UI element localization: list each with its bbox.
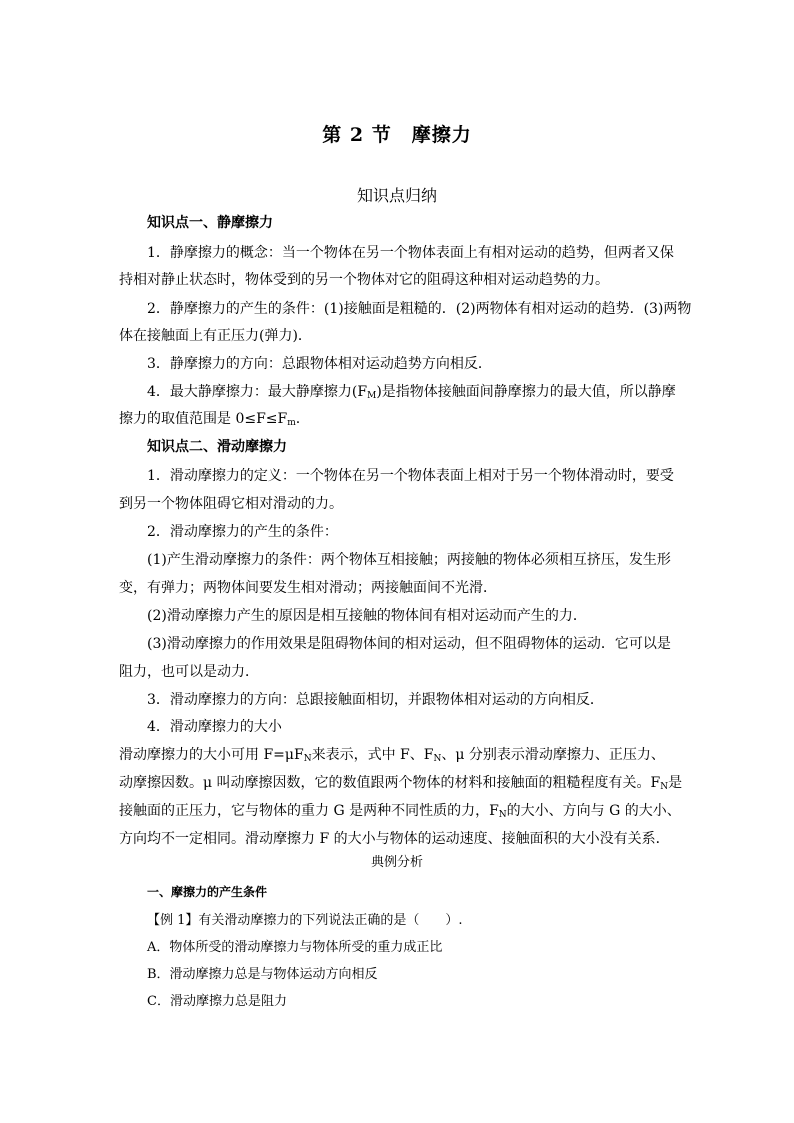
magnitude-formula-sub: N [303, 754, 312, 764]
example1-option-a: A．物体所受的滑动摩擦力与物体所受的重力成正比 [147, 940, 443, 955]
normal-force-sub: N [498, 810, 507, 820]
point1-para3: 3．静摩擦力的方向：总跟物体相对运动趋势方向相反． [147, 356, 492, 372]
normal-force-end: 的大小、方向与 G 的大小、 [506, 803, 681, 819]
point2-cond2: (2)滑动摩擦力产生的原因是相互接触的物体间有相对运动而产生的力． [147, 608, 587, 624]
point1-para4-text-b: )是指物体接触面间静摩擦力的最大值，所以静摩 [376, 384, 676, 400]
magnitude-meaning-text: 、μ 分别表示滑动摩擦力、正压力、 [441, 747, 665, 763]
point2-cond1-line1: (1)产生滑动摩擦力的条件：两个物体互相接触；两接触的物体必须相互挤压，发生形 [147, 552, 671, 568]
magnitude-formula-text: 滑动摩擦力的大小可用 F=μF [119, 747, 304, 763]
point2-para4: 4．滑动摩擦力的大小 [147, 719, 282, 735]
examples-heading: 典例分析 [370, 855, 423, 870]
point1-para4-range-sub: m [287, 418, 296, 428]
point2-cond3-line2: 阻力，也可以是动力． [119, 664, 259, 680]
magnitude-symbols-sub: N [433, 754, 442, 764]
example1-option-c: C．滑动摩擦力总是阻力 [147, 994, 287, 1009]
point2-heading: 知识点二、滑动摩擦力 [147, 439, 287, 455]
friction-coefficient-end: 是 [668, 775, 683, 791]
point1-para2-line1: 2．静摩擦力的产生的条件：(1)接触面是粗糙的．(2)两物体有相对运动的趋势．(3)两物 [147, 301, 692, 317]
point2-magnitude-line4: 方向均不一定相同。滑动摩擦力 F 的大小与物体的运动速度、接触面积的大小没有关系． [119, 831, 670, 847]
normal-force-text: 接触面的正压力，它与物体的重力 G 是两种不同性质的力，F [119, 803, 499, 819]
point2-para1-line1: 1．滑动摩擦力的定义：一个物体在另一个物体表面上相对于另一个物体滑动时，要受 [147, 468, 674, 484]
point2-para2: 2．滑动摩擦力的产生的条件： [147, 524, 338, 540]
friction-coefficient-sub: N [660, 782, 669, 792]
point1-para1-line1: 1．静摩擦力的概念：当一个物体在另一个物体表面上有相对运动的趋势，但两者又保 [147, 245, 674, 261]
point1-para4-period: . [295, 411, 301, 427]
friction-coefficient-text: 动摩擦因数。μ 叫动摩擦因数，它的数值跟两个物体的材料和接触面的粗糙程度有关。F [119, 775, 661, 791]
point1-para4-line1 [147, 382, 676, 406]
point2-magnitude-line1 [119, 745, 665, 769]
point2-cond1-line2: 变，有弹力；两物体间要发生相对滑动；两接触面间不光滑． [119, 580, 497, 596]
point1-para2-line2: 体在接触面上有正压力(弹力)． [119, 328, 312, 344]
example1-option-b: B．滑动摩擦力总是与物体运动方向相反 [147, 967, 378, 982]
page-title: 第 2 节 摩擦力 [322, 124, 472, 146]
point2-magnitude-line3 [119, 801, 681, 825]
example1-question: 【例 1】有关滑动摩擦力的下列说法正确的是（ ）. [147, 913, 463, 928]
section-summary-title: 知识点归纳 [356, 186, 437, 205]
point2-cond3-line1: (3)滑动摩擦力的作用效果是阻碍物体间的相对运动，但不阻碍物体的运动．它可以是 [147, 636, 671, 652]
point2-para1-line2: 到另一个物体阻碍它相对滑动的力。 [119, 496, 343, 512]
examples-subheading: 一、摩擦力的产生条件 [147, 885, 268, 899]
point1-para1-line2: 持相对静止状态时，物体受到的另一个物体对它的阻碍这种相对运动趋势的力。 [119, 272, 609, 288]
point1-para4-line2 [119, 409, 300, 433]
point2-magnitude-line2 [119, 773, 682, 797]
magnitude-symbols-text: 来表示，式中 F、F [311, 747, 434, 763]
point2-para3: 3．滑动摩擦力的方向：总跟接触面相切，并跟物体相对运动的方向相反． [147, 692, 604, 708]
point1-para4-text-a: 4．最大静摩擦力：最大静摩擦力(F [147, 384, 368, 400]
point1-heading: 知识点一、静摩擦力 [147, 215, 273, 231]
point1-para4-sub: M [367, 391, 377, 401]
point1-para4-range: 擦力的取值范围是 0≤F≤F [119, 411, 288, 427]
